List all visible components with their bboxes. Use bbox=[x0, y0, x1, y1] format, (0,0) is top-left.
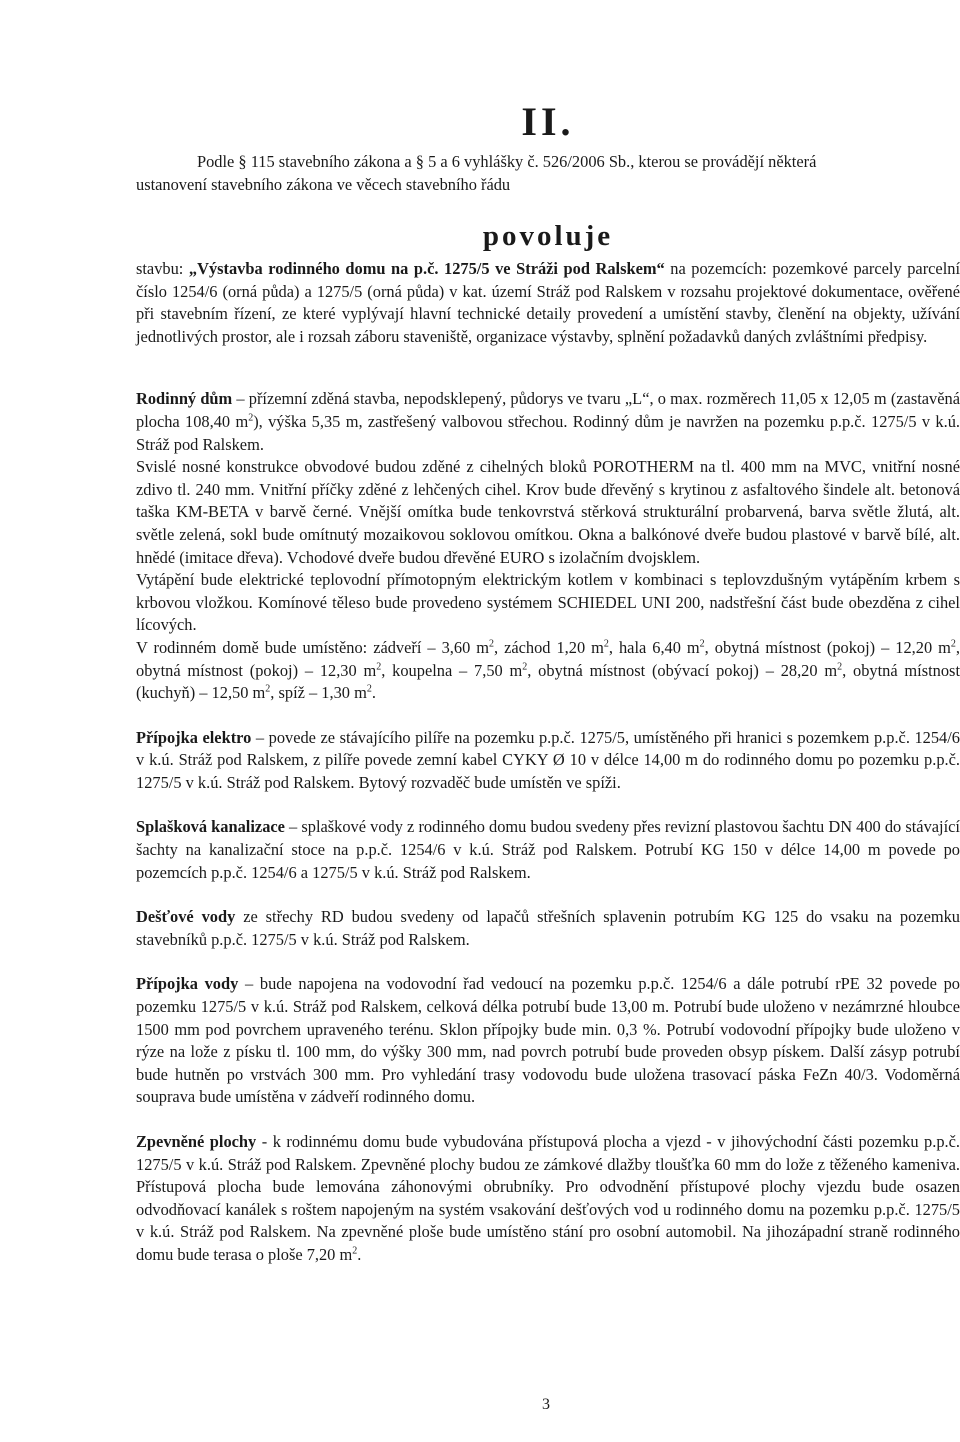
superscript: 2 bbox=[489, 638, 494, 650]
room-text: V rodinném domě bude umístěno: zádveří – 3,60 m bbox=[136, 637, 489, 657]
room-text: , spíž – 1,30 m bbox=[270, 683, 367, 703]
superscript: 2 bbox=[950, 638, 956, 650]
electric-paragraph bbox=[136, 727, 960, 795]
section-heading: II. bbox=[521, 99, 575, 144]
rainwater-title: Dešťové vody bbox=[136, 907, 236, 927]
construction-prefix: stavbu: bbox=[136, 259, 189, 278]
superscript: 2 bbox=[376, 661, 382, 673]
sewage-text: – splaškové vody z rodinného domu budou svedeny přes revizní plastovou šachtu DN 400 do stávající šachty na kanalizační stoce na p.p.č. 1254/6 v k.ú. Stráž pod Ralskem. Potrubí KG 150 v délce 14,00 m povede po pozemcích p.p.č. 1254/6 a 1275/5 v k.ú. Stráž pod Ralskem. bbox=[136, 817, 960, 882]
page-number: 3 bbox=[542, 1396, 550, 1413]
construction-name: „Výstavba rodinného domu na p.č. 1275/5 ve Stráži pod Ralskem“ bbox=[188, 259, 665, 278]
room-text: . bbox=[371, 683, 376, 703]
water-paragraph bbox=[136, 973, 960, 1109]
paved-areas-end: . bbox=[357, 1244, 362, 1264]
superscript: 2 bbox=[248, 412, 254, 424]
room-text: , záchod 1,20 m bbox=[494, 637, 604, 657]
room-text: , hala 6,40 m bbox=[608, 637, 700, 657]
room-text: , obytná místnost (kuchyň) – 12,50 m bbox=[136, 660, 960, 703]
house-construction-paragraph: Svislé nosné konstrukce obvodové budou zděné z cihelných bloků POROTHERM na tl. 400 mm na MVC, vnitřní nosné zdivo tl. 240 mm. Vnitřní příčky zděné z lehčených cihel. Krov bude dřevěný s krytinou z asfaltového šindele alt. betonová taška KM-BETA v barvě černé. Vnější omítka bude tenkovrstvá stěrková strukturální probarvená, barva světle žlutá, alt. světle zelená, sokl bude omítnutý mozaikovou soklovou omítkou. Okna a balkónové dveře budou plastové v barvě bílé, alt. hnědé (imitace dřeva). Vchodové dveře budou dřevěné EURO s izolačním dvojsklem. bbox=[136, 457, 960, 567]
decision-word: povoluje bbox=[482, 220, 614, 252]
paved-areas-text: - k rodinnému domu bude vybudována přístupová plocha a vjezd - v jihovýchodní části pozemku p.p.č. 1275/5 v k.ú. Stráž pod Ralskem. Zpevněné plochy budou ze zámkové dlažby tloušťka 60 mm do lože z těženého kameniva. Přístupová plocha bude lemována záhonovými obrubníky. Pro odvodnění přístupové plochy vjezdu bude osazen odvodňovací kanálek s roštem napojeným na systém vsakování dešťových vod u rodinného domu na pozemku p.p.č. 1275/5 v k.ú. Stráž pod Ralskem. Na zpevněné ploše bude umístěno stání pro osobní automobil. Na jihozápadní straně rodinného domu bude terasa o ploše 7,20 m bbox=[136, 1132, 960, 1264]
construction-paragraph bbox=[136, 258, 960, 348]
house-text-2: ), výška 5,35 m, zastřešený valbovou střechou. Rodinný dům je navržen na pozemku p.p.č. 1275/5 v k.ú. Stráž pod Ralskem. bbox=[136, 411, 960, 454]
sewage-paragraph bbox=[136, 816, 960, 884]
water-title: Přípojka vody bbox=[136, 974, 239, 994]
rainwater-text: ze střechy RD budou svedeny od lapačů střešních splavenin potrubím KG 125 do vsaku na pozemku stavebníků p.p.č. 1275/5 v k.ú. Stráž pod Ralskem. bbox=[136, 907, 960, 949]
room-text: , koupelna – 7,50 m bbox=[381, 660, 523, 680]
superscript: 2 bbox=[603, 638, 609, 650]
legal-basis-line-2: ustanovení stavebního zákona ve věcech stavebního řádu bbox=[136, 174, 511, 194]
superscript: 2 bbox=[366, 683, 372, 695]
superscript: 2 bbox=[837, 661, 843, 673]
electric-title: Přípojka elektro bbox=[136, 727, 252, 747]
construction-text: na pozemcích: pozemkové parcely parcelní číslo 1254/6 (orná půda) a 1275/5 (orná půda) v kat. území Stráž pod Ralskem v rozsahu projektové dokumentace, ověřené při stavebním řízení, ze které vyplývají hlavní technické detaily provedení a umístění stavby, členění na objekty, užívání jednotlivých prostor, ale i rozsah záboru staveniště, organizace výstavby, splnění požadavků daných zvláštními předpisy. bbox=[136, 259, 960, 346]
water-text: – bude napojena na vodovodní řad vedoucí na pozemku p.p.č. 1254/6 a dále potrubí rPE 32 povede po pozemku 1275/5 v k.ú. Stráž pod Ralskem, celková délka potrubí bude 13,00 m. Potrubí bude uloženo v nezámrzné hloubce 1500 mm pod povrchem upraveného terénu. Sklon přípojky bude min. 0,3 %. Potrubí vodovodní přípojky bude uloženo v rýze na lože z písku tl. 100 mm, do výšky 300 mm, nad povrch potrubí bude proveden obsyp pískem. Další zásyp potrubí bude hutněn po vrstvách 300 mm. Pro vyhledání trasy vodovodu bude uložena trasovací páska FeZn 40/3. Vodoměrná souprava bude umístěna v zádveří rodinného domu. bbox=[136, 974, 960, 1107]
house-text-1: – přízemní zděná stavba, nepodsklepený, půdorys ve tvaru „L“, o max. rozměrech 11,05 x 12,05 m (zastavěná plocha 108,40 m bbox=[136, 389, 960, 431]
legal-basis-line-1: Podle § 115 stavebního zákona a § 5 a 6 vyhlášky č. 526/2006 Sb., kterou se provádějí některá bbox=[197, 152, 817, 171]
superscript: 2 bbox=[352, 1245, 358, 1257]
paved-areas-title: Zpevněné plochy bbox=[136, 1132, 257, 1151]
sewage-title: Splašková kanalizace bbox=[136, 817, 285, 837]
house-paragraph bbox=[136, 388, 960, 456]
house-heating-paragraph: Vytápění bude elektrické teplovodní přímotopným elektrickým kotlem v kombinaci s teplovzdušným vytápěním krbem s krbovou vložkou. Komínové těleso bude provedeno systémem SCHIEDEL UNI 200, nadstřešní část bude obezděna z cihel lícových. bbox=[136, 570, 960, 635]
room-text: , obytná místnost (pokoj) – 12,20 m bbox=[704, 637, 951, 657]
superscript: 2 bbox=[522, 661, 528, 673]
paved-areas-paragraph bbox=[136, 1131, 960, 1267]
superscript: 2 bbox=[699, 638, 705, 650]
legal-basis-paragraph bbox=[136, 151, 960, 196]
house-rooms-paragraph bbox=[136, 637, 960, 705]
document-body bbox=[136, 258, 960, 1267]
rainwater-paragraph bbox=[136, 906, 960, 951]
room-text: , obytná místnost (pokoj) – 12,30 m bbox=[136, 637, 960, 680]
electric-text: – povede ze stávajícího pilíře na pozemku p.p.č. 1275/5, umístěného při hranici s pozemkem p.p.č. 1254/6 v k.ú. Stráž pod Ralskem, z pilíře povede zemní kabel CYKY Ø 10 v délce 14,00 m do rodinného domu po pozemku p.p.č. 1275/5 v k.ú. Stráž pod Ralskem. Bytový rozvaděč bude umístěn ve spíži. bbox=[136, 727, 960, 792]
room-text: , obytná místnost (obývací pokoj) – 28,20 m bbox=[527, 660, 838, 680]
superscript: 2 bbox=[265, 683, 271, 695]
house-title: Rodinný dům bbox=[136, 389, 233, 409]
